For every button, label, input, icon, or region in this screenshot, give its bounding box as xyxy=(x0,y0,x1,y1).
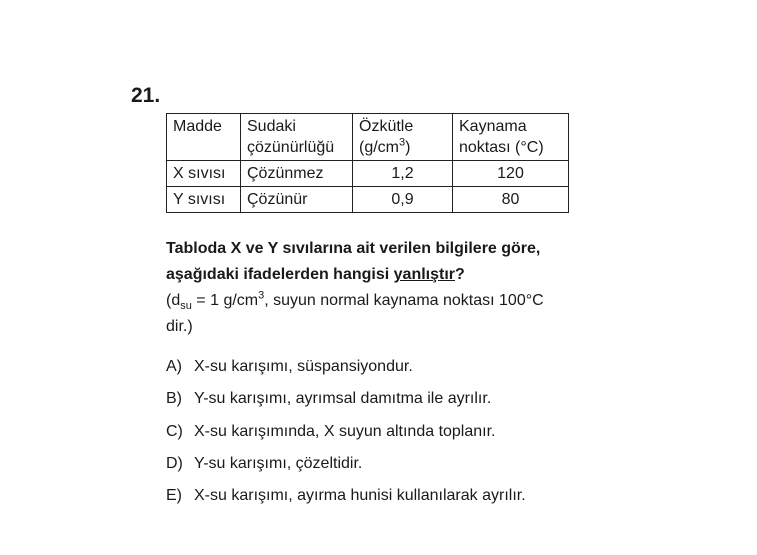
stem-qmark: ? xyxy=(455,266,465,283)
table-header-row xyxy=(167,114,569,161)
option-text: X-su karışımı, ayırma hunisi kullanılarak ayrılır. xyxy=(194,487,526,505)
header-cozunurluk: Sudaki çözünürlüğü xyxy=(241,114,353,161)
header-ozkutle: Özkütle $(g/cm^3)$ xyxy=(353,114,453,161)
table-row xyxy=(167,161,569,187)
option-a[interactable] xyxy=(166,354,526,386)
header-kaynama: Kaynama noktası (°C) xyxy=(453,114,569,161)
cell-ozkutle: 0,9 xyxy=(353,187,453,213)
cell-madde: Y sıvısı xyxy=(167,187,241,213)
option-text: X-su karışımı, süspansiyondur. xyxy=(194,358,413,375)
cell-cozunurluk: Çözünür xyxy=(241,187,353,213)
option-d[interactable] xyxy=(166,451,526,483)
answer-options xyxy=(166,354,526,515)
option-text: X-su karışımında, X suyun altında toplanır. xyxy=(194,422,496,440)
stem-note: ($d_{su} = 1$ $g/cm^3$, suyun normal kaynama noktası 100°C dir.) xyxy=(166,289,544,335)
table-row xyxy=(167,187,569,213)
header-madde: Madde xyxy=(167,114,241,161)
stem-text: Tabloda X ve Y sıvılarına ait verilen bilgilere göre, aşağıdaki ifadelerden hangisi xyxy=(166,240,541,283)
option-letter: C) xyxy=(166,422,183,440)
option-b[interactable] xyxy=(166,386,526,418)
option-letter: A) xyxy=(166,358,182,375)
option-e[interactable] xyxy=(166,483,526,515)
cell-kaynama: 120 xyxy=(453,161,569,187)
question-number: 21. xyxy=(131,84,161,107)
option-text: Y-su karışımı, çözeltidir. xyxy=(194,454,363,472)
option-letter: B) xyxy=(166,390,182,408)
properties-table xyxy=(166,113,569,213)
cell-cozunurluk: Çözünmez xyxy=(241,161,353,187)
cell-ozkutle: 1,2 xyxy=(353,161,453,187)
option-text: Y-su karışımı, ayrımsal damıtma ile ayrılır. xyxy=(194,390,492,408)
option-letter: D) xyxy=(166,454,183,472)
cell-madde: X sıvısı xyxy=(167,161,241,187)
option-letter: E) xyxy=(166,487,182,505)
option-c[interactable] xyxy=(166,419,526,451)
question-stem xyxy=(166,236,566,340)
cell-kaynama: 80 xyxy=(453,187,569,213)
stem-underlined: yanlıştır xyxy=(393,266,455,283)
